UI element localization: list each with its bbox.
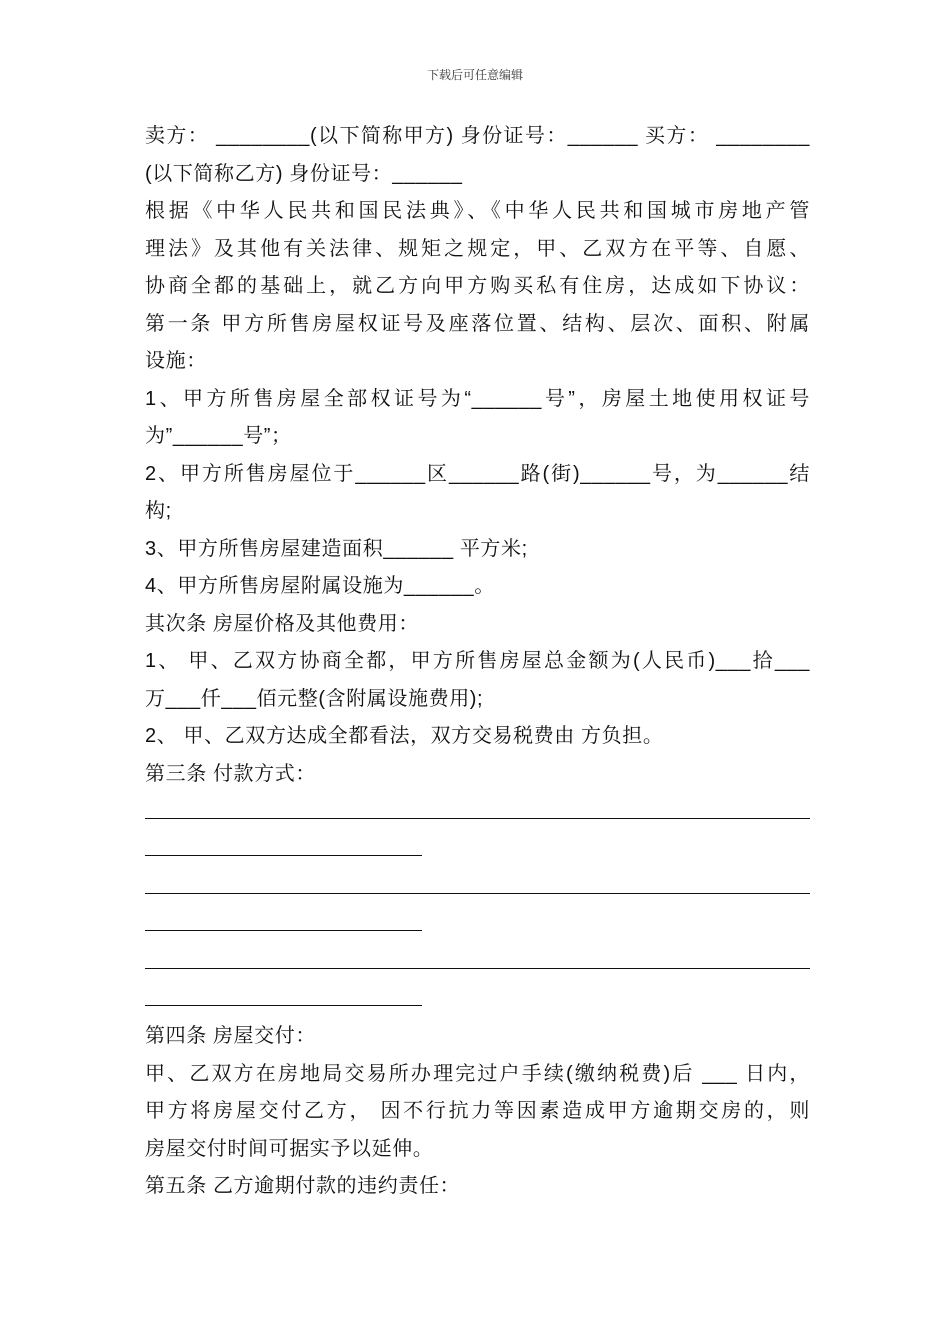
clause-line: 4、甲方所售房屋附属设施为______。 bbox=[145, 575, 495, 597]
blank-fill-line bbox=[145, 981, 810, 1019]
seller-buyer-line: 卖方： ________(以下简称甲方) 身份证号：______ 买方： ________ bbox=[145, 125, 810, 147]
clause-line: 2、 甲、乙双方达成全都看法，双方交易税费由 方负担。 bbox=[145, 725, 664, 747]
blank-fill-line bbox=[145, 831, 810, 869]
clause-line: 2、甲方所售房屋位于______区______路(街)______号，为______结 bbox=[145, 462, 810, 485]
clause-line: 为”______号”； bbox=[145, 425, 292, 447]
article-5-heading: 第五条 乙方逾期付款的违约责任： bbox=[145, 1175, 461, 1197]
blank-fill-line bbox=[145, 868, 810, 906]
clause-line: 甲方将房屋交付乙方， 因不行抗力等因素造成甲方逾期交房的，则 bbox=[145, 1100, 810, 1122]
buyer-id-line: (以下简称乙方) 身份证号：______ bbox=[145, 162, 463, 185]
clause-line: 构; bbox=[145, 500, 172, 522]
clause-line: 万___仟___佰元整(含附属设施费用); bbox=[145, 687, 484, 710]
article-4-heading: 第四条 房屋交付： bbox=[145, 1025, 316, 1047]
blank-fill-line bbox=[145, 793, 810, 831]
article-2-heading: 其次条 房屋价格及其他费用： bbox=[145, 612, 419, 635]
preamble-line: 协商全都的基础上，就乙方向甲方购买私有住房，达成如下协议： bbox=[145, 275, 810, 297]
preamble-line: 理法》及其他有关法律、规矩之规定，甲、乙双方在平等、自愿、 bbox=[145, 237, 810, 260]
blank-fill-line bbox=[145, 943, 810, 981]
page-header: 下载后可任意编辑 bbox=[426, 68, 523, 82]
clause-line: 房屋交付时间可据实予以延伸。 bbox=[145, 1137, 434, 1160]
clause-line: 3、甲方所售房屋建造面积______ 平方米; bbox=[145, 537, 528, 560]
blank-fill-line bbox=[145, 906, 810, 944]
clause-line: 甲、乙双方在房地局交易所办理完过户手续(缴纳税费)后 ___ 日内， bbox=[145, 1062, 810, 1085]
article-3-heading: 第三条 付款方式： bbox=[145, 762, 316, 785]
contract-body bbox=[145, 118, 810, 1206]
clause-line: 1、甲方所售房屋全部权证号为“______号”，房屋土地使用权证号 bbox=[145, 387, 810, 410]
clause-line: 1、 甲、乙双方协商全都，甲方所售房屋总金额为(人民币)___拾___ bbox=[145, 650, 810, 672]
article-1-heading-cont: 设施： bbox=[145, 350, 207, 372]
article-1-heading: 第一条 甲方所售房屋权证号及座落位置、结构、层次、面积、附属 bbox=[145, 312, 810, 335]
preamble-line: 根据《中华人民共和国民法典》、《中华人民共和国城市房地产管 bbox=[145, 200, 810, 222]
